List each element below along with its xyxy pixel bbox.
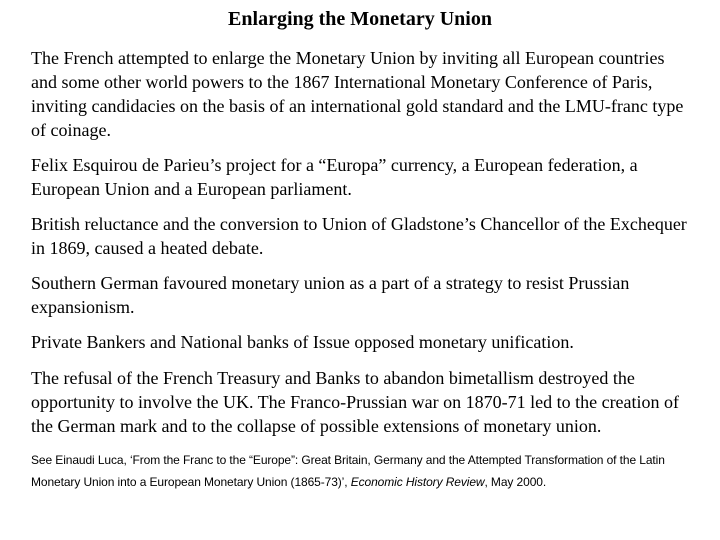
paragraph-british-reluctance: British reluctance and the conversion to Union of Gladstone’s Chancellor of the Exchequer in 1869, caused a heated debate.: [31, 214, 687, 258]
paragraph-parieu-project: Felix Esquirou de Parieu’s project for a “Europa” currency, a European federation, a European Union and a European parliament.: [31, 155, 638, 199]
paragraph-southern-german: Southern German favoured monetary union as a part of a strategy to resist Prussian expansionism.: [31, 273, 630, 317]
source-citation-date: , May 2000.: [484, 475, 547, 489]
paragraph-lmu-enlargement: The French attempted to enlarge the Monetary Union by inviting all European countries and some other world powers to the 1867 International Monetary Conference of Paris, inviting candidacies on the basis of an international gold standard and the LMU-franc type of coinage.: [31, 48, 684, 140]
paragraph-french-treasury: The refusal of the French Treasury and Banks to abandon bimetallism destroyed the opportunity to involve the UK. The Franco-Prussian war on 1870-71 led to the creation of the German mark and to the collapse of possible extensions of monetary union.: [31, 368, 680, 436]
source-journal-title: Economic History Review: [350, 475, 485, 489]
source-citation: [31, 449, 691, 493]
slide-title: Enlarging the Monetary Union: [228, 8, 492, 30]
slide-body: [31, 46, 691, 493]
paragraph-private-bankers: Private Bankers and National banks of Issue opposed monetary unification.: [31, 332, 574, 352]
source-citation-text: See Einaudi Luca, ‘From the Franc to the “Europe”: Great Britain, Germany and the Attempted Transformation of the Latin Monetary Union into a European Monetary Union (1865-73)’,: [31, 453, 665, 489]
